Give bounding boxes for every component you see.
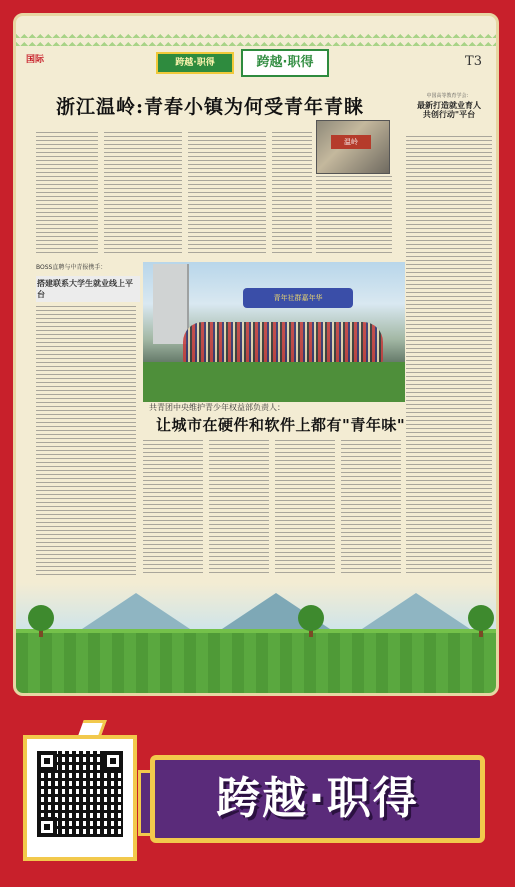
text-column <box>188 132 266 256</box>
photo-building <box>153 264 189 344</box>
bottom-title-banner <box>150 755 485 843</box>
pixel-landscape <box>16 573 496 693</box>
tree <box>468 605 494 631</box>
masthead-logo: 国际 <box>26 55 45 65</box>
newspaper-page <box>13 13 499 696</box>
sub-article-header <box>36 262 140 299</box>
article-1-headline: 浙江温岭:青春小镇为何受青年青睐 <box>56 96 365 118</box>
sidebar-line-1: 最新打造就业育人 <box>417 100 481 110</box>
sidebar-kicker: 中国高等教育学会： <box>426 93 472 99</box>
text-column <box>275 440 335 576</box>
article-2-headline: 让城市在硬件和软件上都有"青年味" <box>156 416 406 434</box>
page-number: T3 <box>465 54 482 69</box>
qr-finder-pattern <box>103 751 123 771</box>
pixel-pattern-band <box>16 30 496 46</box>
text-column <box>341 440 401 576</box>
mountain <box>76 593 196 633</box>
text-column <box>316 176 392 256</box>
green-banner: 跨越·职得 <box>156 52 234 74</box>
mountain <box>356 593 476 633</box>
sub-article-kicker: BOSS直聘与中青报携手： <box>36 264 107 271</box>
qr-card <box>23 735 137 861</box>
photo-stage-banner: 青年社群嘉年华 <box>243 288 353 308</box>
qr-code[interactable] <box>37 751 123 837</box>
qr-finder-pattern <box>37 817 57 837</box>
sidebar-headline-box <box>406 92 492 132</box>
mini-photo <box>316 120 390 174</box>
mini-photo-sign: 温岭 <box>331 135 371 149</box>
sub-article-title: 搭建联系大学生就业线上平台 <box>36 276 140 302</box>
text-column <box>272 132 312 256</box>
photo-grass <box>143 362 405 402</box>
sidebar-line-2: 共创行动"平台 <box>422 109 476 119</box>
text-column <box>36 132 98 256</box>
bottom-banner-title: 跨越·职得 <box>216 773 419 824</box>
text-column <box>406 136 492 576</box>
photo-crowd <box>183 322 383 364</box>
section-title: 跨越·职得 <box>241 49 329 77</box>
group-photo <box>143 262 405 402</box>
text-column <box>143 440 203 576</box>
text-column <box>209 440 269 576</box>
tree <box>28 605 54 631</box>
article-2-kicker: 共青团中央维护青少年权益部负责人： <box>149 403 285 412</box>
text-column <box>36 306 136 576</box>
qr-finder-pattern <box>37 751 57 771</box>
text-column <box>104 132 182 256</box>
landscape-ground <box>16 633 496 693</box>
tree <box>298 605 324 631</box>
